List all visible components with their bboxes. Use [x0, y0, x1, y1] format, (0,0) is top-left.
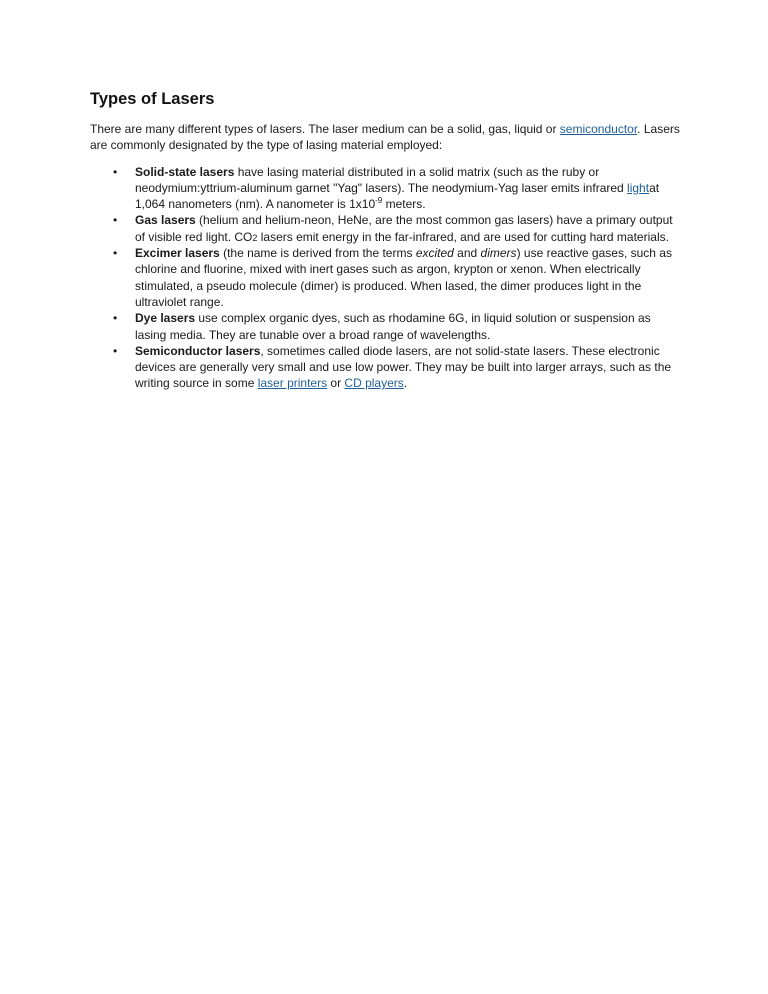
item-text: and — [453, 246, 481, 261]
list-item-semiconductor — [90, 343, 682, 392]
intro-paragraph — [90, 121, 682, 154]
bullet-icon: • — [113, 343, 118, 358]
emphasis-dimers: dimers — [480, 246, 517, 261]
intro-text-after: . Lasers are commonly designated by the type of lasing material employed: — [90, 122, 680, 153]
document-page — [90, 88, 682, 392]
bullet-icon: • — [113, 311, 118, 326]
list-item-solid-state — [90, 164, 682, 213]
list-item-excimer — [90, 245, 682, 310]
item-text: . — [403, 376, 408, 391]
semiconductor-link[interactable]: semiconductor — [559, 122, 638, 136]
laser-printers-link[interactable]: laser printers — [257, 376, 328, 391]
item-text: lasers emit energy in the far-infrared, and are used for cutting hard materials. — [257, 229, 669, 244]
item-text: have lasing material distributed in a solid matrix (such as the ruby or neodymium:yttrium-aluminum garnet "Yag" lasers). The neodymium-Yag laser emits infrared — [135, 164, 628, 195]
item-lead: Excimer lasers — [135, 246, 220, 261]
list-item-gas — [90, 212, 682, 245]
laser-types-list — [90, 164, 682, 392]
item-lead: Gas lasers — [135, 213, 196, 228]
item-lead: Solid-state lasers — [135, 164, 235, 179]
bullet-icon: • — [113, 164, 118, 179]
item-lead: Semiconductor lasers — [135, 343, 261, 358]
item-text: meters. — [382, 197, 426, 212]
item-text: at 1,064 nanometers (nm). A nanometer is 1x10 — [135, 180, 660, 212]
list-item-dye — [90, 310, 682, 343]
bullet-icon: • — [113, 246, 118, 261]
item-lead: Dye lasers — [135, 311, 196, 326]
light-link[interactable]: light — [627, 180, 650, 195]
intro-text-before: There are many different types of lasers. The laser medium can be a solid, gas, liquid or — [90, 122, 560, 136]
item-text: ) use reactive gases, such as chlorine and fluorine, mixed with inert gases such as argon, krypton or xenon. When electrically stimulated, a pseudo molecule (dimer) is produced. When lased, the dimer produces light in the ultraviolet range. — [135, 246, 672, 309]
item-text: use complex organic dyes, such as rhodamine 6G, in liquid solution or suspension as lasing media. They are tunable over a broad range of wavelengths. — [135, 311, 651, 342]
item-text: (the name is derived from the terms — [219, 246, 416, 261]
item-text: (helium and helium-neon, HeNe, are the most common gas lasers) have a primary output of visible red light. CO — [135, 213, 673, 244]
bullet-icon: • — [113, 213, 118, 228]
exponent: -9 — [375, 196, 383, 206]
item-text: or — [327, 376, 345, 391]
emphasis-excited: excited — [415, 246, 454, 261]
cd-players-link[interactable]: CD players — [344, 376, 404, 391]
item-text: , sometimes called diode lasers, are not solid-state lasers. These electronic devices are generally very small and use low power. They may be built into larger arrays, such as the writing source in some — [135, 343, 672, 391]
page-title: Types of Lasers — [90, 90, 215, 108]
subscript: 2 — [252, 232, 258, 243]
